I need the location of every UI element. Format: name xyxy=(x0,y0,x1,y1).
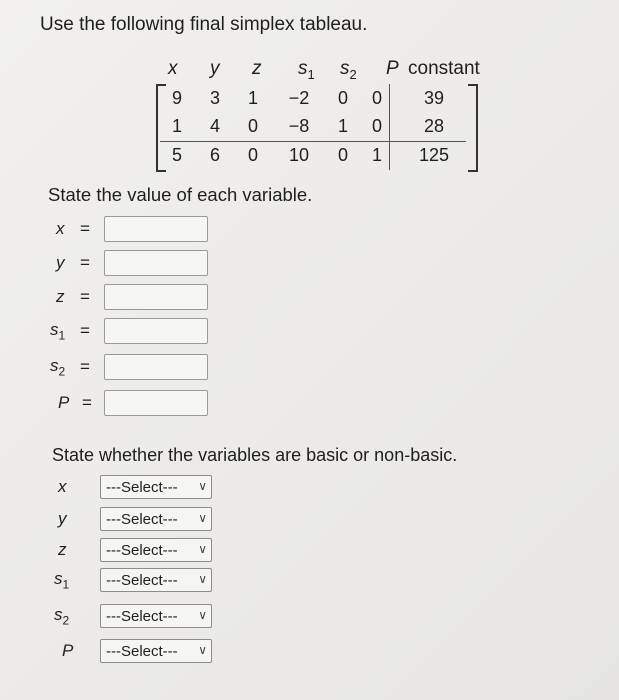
question-basic: State whether the variables are basic or non-basic. xyxy=(52,445,458,465)
cell-r2-c2: 4 xyxy=(209,116,220,136)
var-label: z xyxy=(56,287,65,306)
chevron-down-icon: ∨ xyxy=(198,572,207,586)
s1-value-input[interactable] xyxy=(104,318,208,344)
var-label: $s_2$ xyxy=(54,605,70,628)
cell-r3-c3: 0 xyxy=(247,145,258,165)
cell-r1-c2: 3 xyxy=(209,88,220,108)
var-label: y xyxy=(56,253,65,272)
var-label: P xyxy=(58,393,70,412)
cell-r1-c7: 39 xyxy=(423,88,445,108)
header-s1: $s_1$ xyxy=(298,58,315,82)
cell-r2-c7: 28 xyxy=(423,116,445,136)
cell-r3-c7: 125 xyxy=(418,145,450,165)
z-basic-select[interactable]: ---Select--- ∨ xyxy=(100,538,212,562)
simplex-tableau xyxy=(148,58,493,170)
chevron-down-icon: ∨ xyxy=(198,479,207,493)
cell-r3-c5: 0 xyxy=(337,145,348,165)
cell-r2-c4: −8 xyxy=(288,116,310,136)
cell-r2-c3: 0 xyxy=(247,116,258,136)
var-label: $s_1$ xyxy=(54,569,70,592)
cell-r2-c5: 1 xyxy=(337,116,348,136)
s1-basic-select[interactable]: ---Select--- ∨ xyxy=(100,568,212,592)
var-label: x xyxy=(56,219,65,238)
cell-r1-c6: 0 xyxy=(371,88,382,108)
y-value-input[interactable] xyxy=(104,250,208,276)
y-basic-select[interactable]: ---Select--- ∨ xyxy=(100,507,212,531)
x-value-input[interactable] xyxy=(104,216,208,242)
equals-sign: = xyxy=(80,287,90,306)
header-constant: constant xyxy=(408,58,480,79)
cell-r1-c3: 1 xyxy=(247,88,258,108)
var-label: z xyxy=(58,540,67,559)
header-s2: $s_2$ xyxy=(340,58,357,82)
objective-row-divider xyxy=(160,141,466,142)
cell-r3-c4: 10 xyxy=(288,145,310,165)
cell-r3-c1: 5 xyxy=(171,145,182,165)
equals-sign: = xyxy=(80,219,90,238)
var-label: P xyxy=(62,641,74,660)
header-z: z xyxy=(252,58,262,79)
question-values: State the value of each variable. xyxy=(48,184,313,205)
cell-r3-c6: 1 xyxy=(371,145,382,165)
z-value-input[interactable] xyxy=(104,284,208,310)
equals-sign: = xyxy=(80,253,90,272)
s2-basic-select[interactable]: ---Select--- ∨ xyxy=(100,604,212,628)
equals-sign: = xyxy=(80,321,90,340)
var-label: x xyxy=(58,477,67,496)
cell-r1-c5: 0 xyxy=(337,88,348,108)
chevron-down-icon: ∨ xyxy=(198,511,207,525)
chevron-down-icon: ∨ xyxy=(198,608,207,622)
p-value-input[interactable] xyxy=(104,390,208,416)
var-label: $s_1$ xyxy=(50,320,66,343)
equals-sign: = xyxy=(82,393,92,412)
chevron-down-icon: ∨ xyxy=(198,542,207,556)
var-label: y xyxy=(58,509,67,528)
header-p: P xyxy=(386,58,399,79)
cell-r2-c1: 1 xyxy=(171,116,182,136)
cell-r3-c2: 6 xyxy=(209,145,220,165)
intro-text: Use the following final simplex tableau. xyxy=(40,14,368,35)
var-label: $s_2$ xyxy=(50,356,66,379)
right-bracket xyxy=(468,84,478,172)
cell-r1-c1: 9 xyxy=(171,88,182,108)
header-y: y xyxy=(210,58,220,79)
s2-value-input[interactable] xyxy=(104,354,208,380)
x-basic-select[interactable]: ---Select--- ∨ xyxy=(100,475,212,499)
chevron-down-icon: ∨ xyxy=(198,643,207,657)
p-basic-select[interactable]: ---Select--- ∨ xyxy=(100,639,212,663)
header-x: x xyxy=(168,58,178,79)
equals-sign: = xyxy=(80,357,90,376)
cell-r2-c6: 0 xyxy=(371,116,382,136)
cell-r1-c4: −2 xyxy=(288,88,310,108)
